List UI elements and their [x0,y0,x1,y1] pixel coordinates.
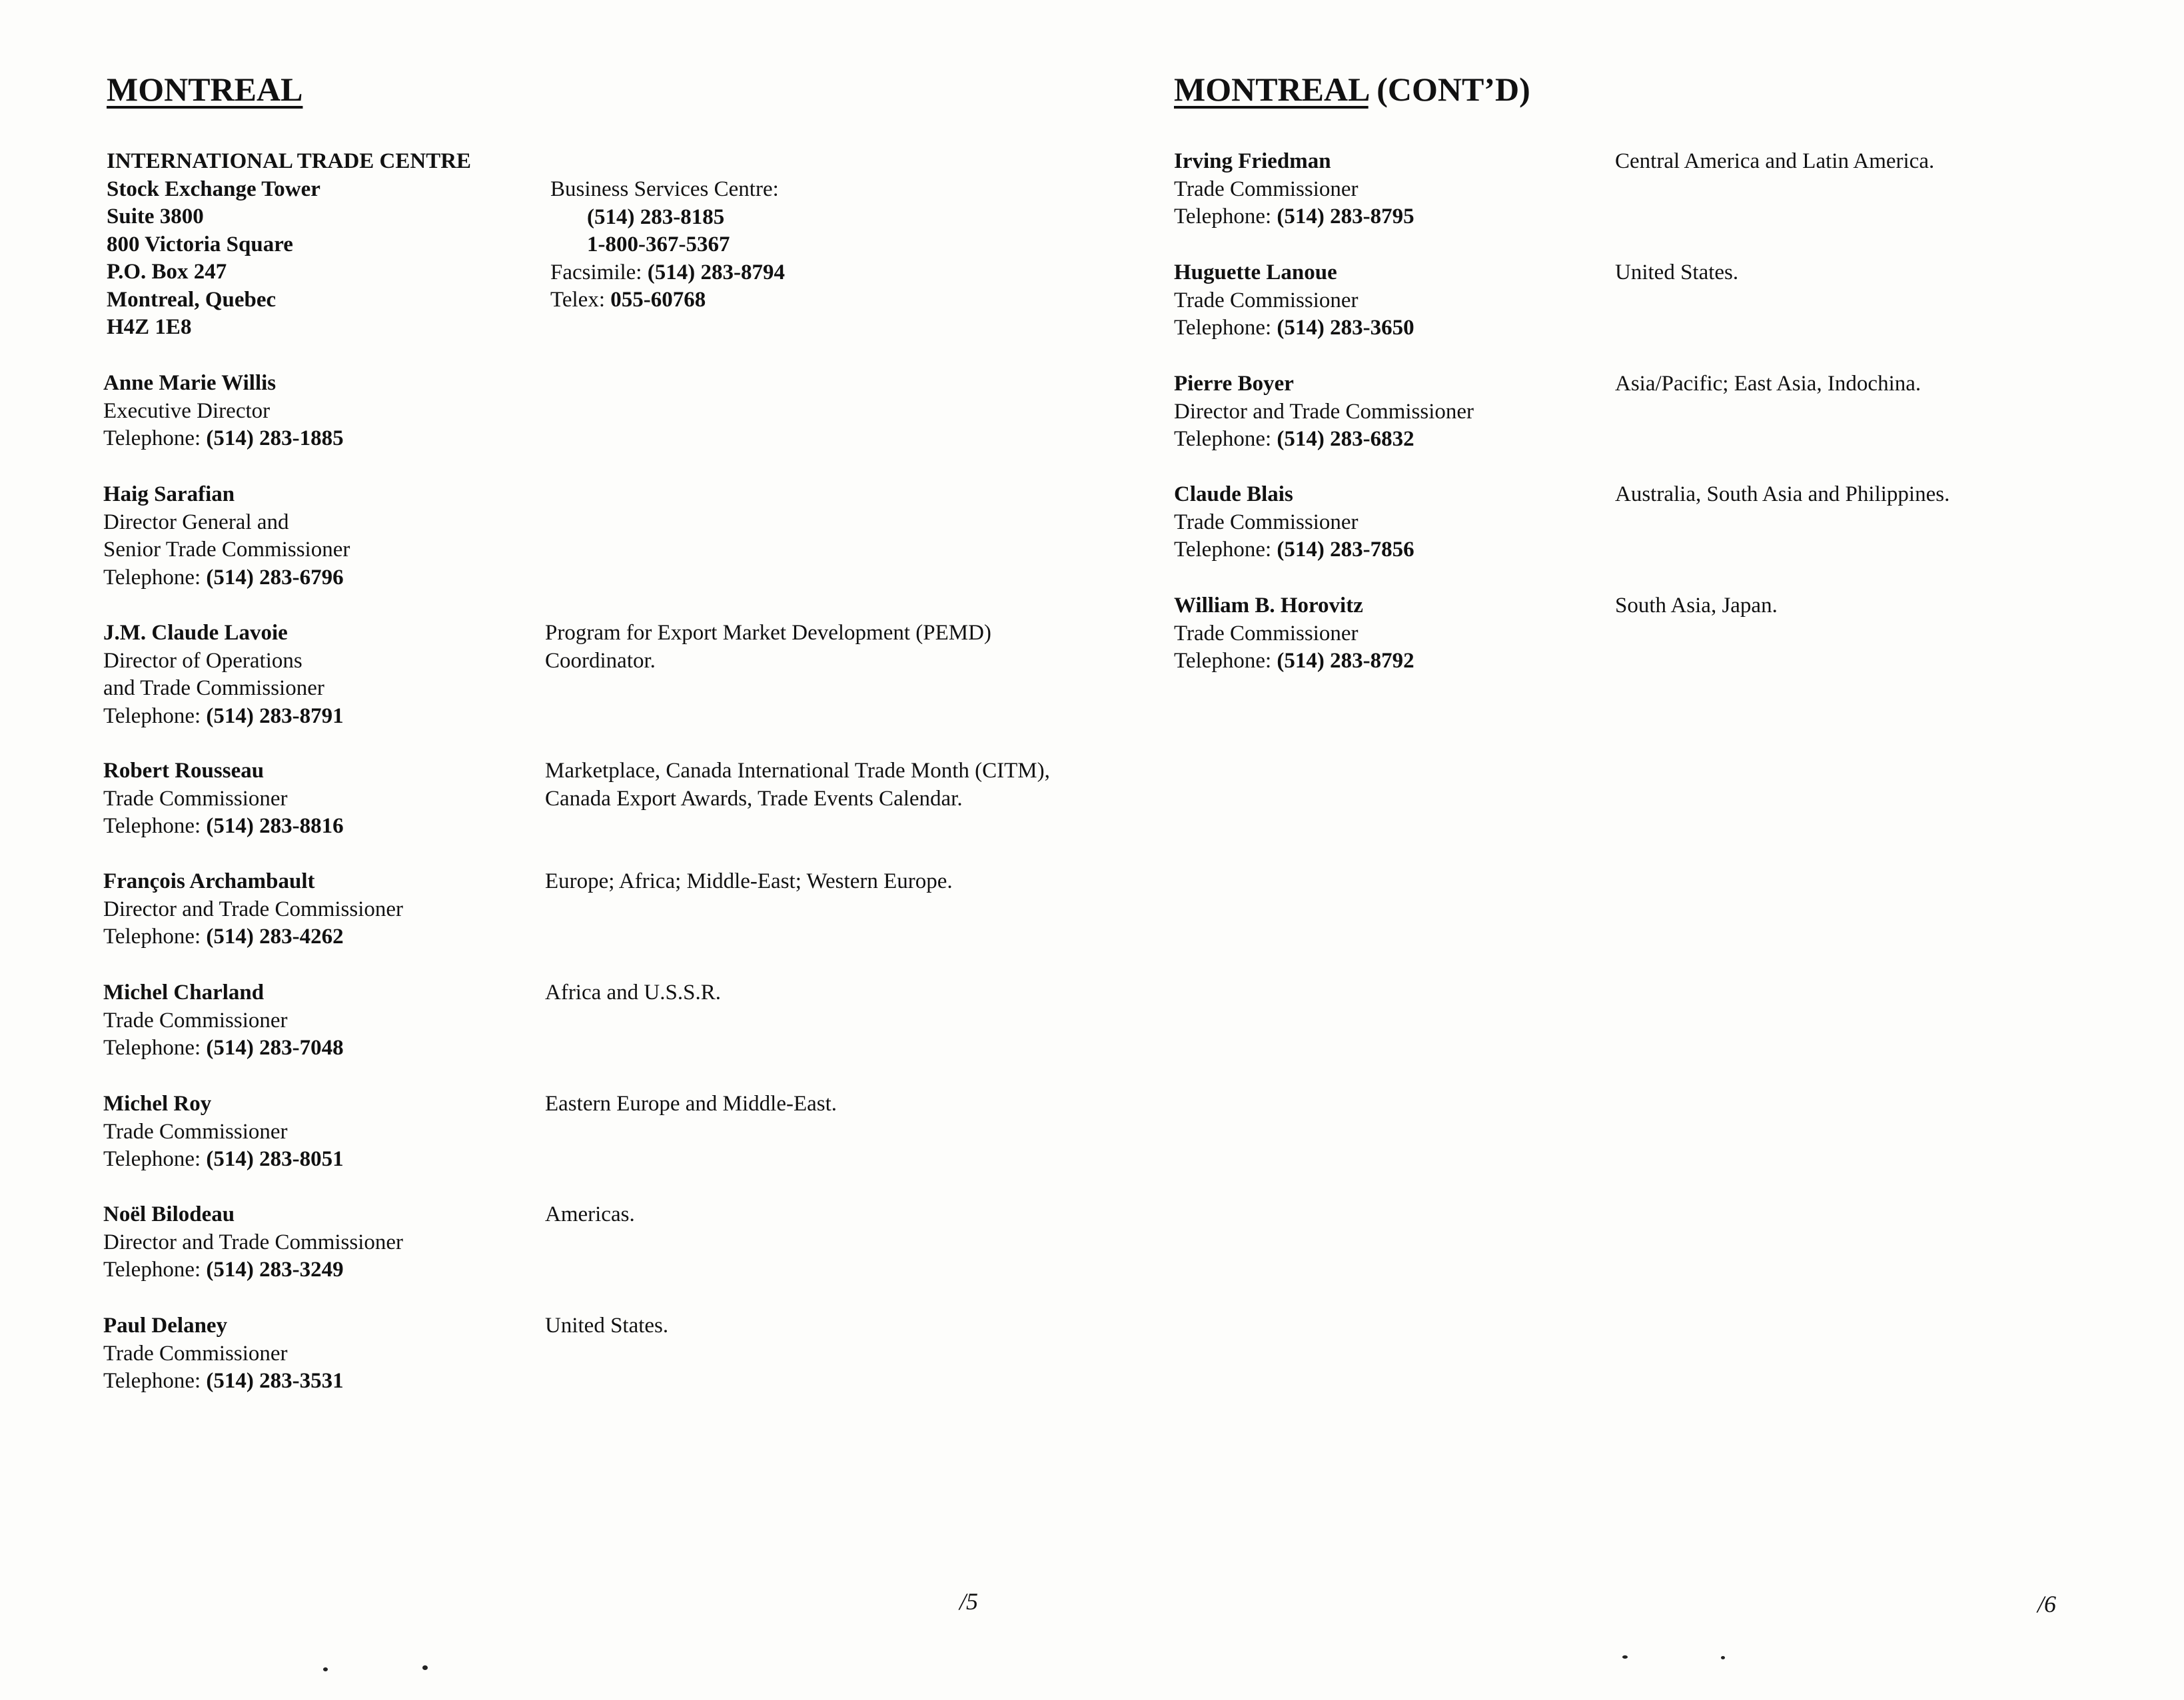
contact-title: Director and Trade Commissioner [103,897,404,921]
address-line: H4Z 1E8 [107,315,192,339]
contact-name: Noël Bilodeau [103,1202,235,1226]
telephone-label: Telephone: [103,1258,201,1282]
heading-suffix: (CONT’D) [1376,71,1530,108]
responsibility-line: Program for Export Market Development (PEMD) [545,621,991,645]
contact-name: Huguette Lanoue [1174,260,1337,284]
telephone-number: (514) 283-8792 [1277,649,1414,673]
telephone-number: (514) 283-8795 [1277,205,1414,228]
contact-responsibility [1615,481,1949,509]
address-line: Suite 3800 [107,205,204,228]
contact-title: Trade Commissioner [1174,177,1359,201]
fax-value: (514) 283-8794 [647,260,785,284]
telephone-label: Telephone: [103,426,201,450]
page-title-left [107,69,302,109]
business-phone: (514) 283-8185 [587,205,725,229]
contact-phone-line [103,1035,344,1062]
responsibility-line: United States. [545,1314,669,1338]
telephone-label: Telephone: [1174,316,1272,340]
contact-phone-line [1174,203,1414,231]
contact-responsibility [545,620,991,675]
contact-entry [103,979,344,1062]
contact-phone-line [103,425,344,453]
contact-phone-line [103,1256,403,1284]
address-line: INTERNATIONAL TRADE CENTRE [107,149,472,173]
contact-phone-line [1174,314,1414,342]
telephone-label: Telephone: [103,1369,201,1393]
responsibility-line: Canada Export Awards, Trade Events Calendar. [545,786,963,811]
contact-name: J.M. Claude Lavoie [103,621,288,645]
telephone-number: (514) 283-7856 [1277,538,1414,562]
telex-line [550,286,785,314]
telephone-label: Telephone: [103,703,201,728]
business-services [550,176,785,314]
telephone-label: Telephone: [103,565,201,590]
telephone-number: (514) 283-3249 [206,1258,344,1282]
telephone-label: Telephone: [1174,649,1272,673]
fax-label: Facsimile: [550,260,642,284]
contact-title: Executive Director [103,398,271,423]
telephone-number: (514) 283-4262 [206,925,344,949]
page-number-right: /6 [2037,1591,2057,1617]
scan-speck [323,1667,328,1671]
contact-phone-line [1174,536,1414,564]
telephone-label: Telephone: [1174,205,1272,228]
contact-title: Senior Trade Commissioner [103,538,350,562]
contact-responsibility [545,868,953,896]
responsibility-line: Americas. [545,1202,635,1226]
contact-title: Trade Commissioner [1174,621,1359,645]
address-line: Stock Exchange Tower [107,177,320,201]
telephone-label: Telephone: [103,1147,201,1171]
contact-entry [103,370,344,453]
contact-entry [103,1312,344,1396]
fax-line [550,259,785,287]
page-number-left: /5 [959,1588,979,1615]
contact-title: Trade Commissioner [1174,510,1359,534]
telephone-number: (514) 283-3650 [1277,316,1414,340]
contact-name: Michel Charland [103,981,265,1005]
contact-entry [1174,148,1414,231]
telephone-number: (514) 283-8791 [206,703,344,728]
contact-entry [103,1090,344,1174]
responsibility-line: South Asia, Japan. [1615,594,1778,618]
contact-phone-line [103,923,403,951]
contact-title: Director and Trade Commissioner [1174,399,1474,424]
page-title-right [1174,69,1530,109]
contact-responsibility [545,1312,668,1340]
contact-name: Anne Marie Willis [103,371,276,395]
contact-phone-line [103,564,350,592]
telephone-number: (514) 283-6796 [206,565,344,590]
contact-phone-line [103,813,344,841]
heading-text: MONTREAL [1174,71,1368,108]
contact-responsibility [1615,370,1921,398]
contact-title: Trade Commissioner [1174,288,1359,312]
contact-phone-line [1174,426,1474,454]
contact-name: Irving Friedman [1174,149,1331,173]
responsibility-line: Europe; Africa; Middle-East; Western Europe. [545,869,953,893]
contact-title: Trade Commissioner [103,1341,288,1366]
contact-entry [1174,259,1414,342]
contact-phone-line [103,1146,344,1174]
contact-entry [103,481,350,592]
contact-phone-line [1174,647,1414,675]
contact-title: Director and Trade Commissioner [103,1230,404,1254]
scan-speck [422,1665,428,1670]
responsibility-line: United States. [1615,260,1739,284]
contact-name: Michel Roy [103,1092,212,1116]
business-services-label: Business Services Centre: [550,177,779,201]
telephone-number: (514) 283-8816 [206,814,344,838]
telex-value: 055-60768 [610,288,706,312]
contact-responsibility [1615,148,1934,176]
heading-text: MONTREAL [107,71,303,108]
office-address [107,148,471,342]
contact-name: Robert Rousseau [103,759,265,783]
contact-entry [103,868,403,951]
responsibility-line: Asia/Pacific; East Asia, Indochina. [1615,372,1921,396]
contact-responsibility [545,979,721,1007]
address-line: Montreal, Quebec [107,287,276,312]
responsibility-line: Africa and U.S.S.R. [545,981,721,1005]
contact-name: Paul Delaney [103,1314,228,1338]
contact-responsibility [1615,259,1738,287]
telephone-number: (514) 283-8051 [206,1147,344,1171]
contact-responsibility [545,1201,635,1229]
telephone-label: Telephone: [103,1036,201,1060]
contact-title: Trade Commissioner [103,1119,288,1144]
telephone-number: (514) 283-3531 [206,1369,344,1393]
contact-entry [103,620,344,730]
contact-phone-line [103,703,344,731]
contact-responsibility [545,1090,837,1118]
responsibility-line: Eastern Europe and Middle-East. [545,1092,837,1116]
telephone-label: Telephone: [1174,427,1272,451]
scan-speck [1721,1656,1725,1659]
contact-entry [103,757,344,841]
contact-title: Trade Commissioner [103,1008,288,1033]
contact-name: William B. Horovitz [1174,594,1363,618]
contact-entry [1174,592,1414,675]
responsibility-line: Australia, South Asia and Philippines. [1615,482,1950,506]
address-line: P.O. Box 247 [107,260,227,284]
business-phone-tollfree: 1-800-367-5367 [587,232,730,256]
contact-entry [1174,481,1414,564]
contact-name: Pierre Boyer [1174,372,1294,396]
telephone-label: Telephone: [1174,538,1272,562]
telex-label: Telex: [550,288,605,312]
contact-title: and Trade Commissioner [103,676,324,700]
responsibility-line: Central America and Latin America. [1615,149,1935,173]
contact-title: Director General and [103,510,289,534]
scan-speck [1622,1655,1628,1659]
contact-entry [103,1201,403,1284]
contact-entry [1174,370,1474,454]
contact-responsibility [545,757,1050,813]
responsibility-line: Coordinator. [545,648,656,673]
telephone-number: (514) 283-1885 [206,426,344,450]
contact-title: Trade Commissioner [103,786,288,811]
contact-name: Haig Sarafian [103,482,235,506]
contact-title: Director of Operations [103,648,302,673]
telephone-label: Telephone: [103,814,201,838]
contact-phone-line [103,1368,344,1396]
contact-name: François Archambault [103,869,315,893]
address-line: 800 Victoria Square [107,232,293,256]
contact-responsibility [1615,592,1778,620]
telephone-number: (514) 283-7048 [206,1036,344,1060]
telephone-label: Telephone: [103,925,201,949]
telephone-number: (514) 283-6832 [1277,427,1414,451]
contact-name: Claude Blais [1174,482,1293,506]
responsibility-line: Marketplace, Canada International Trade Month (CITM), [545,759,1050,783]
